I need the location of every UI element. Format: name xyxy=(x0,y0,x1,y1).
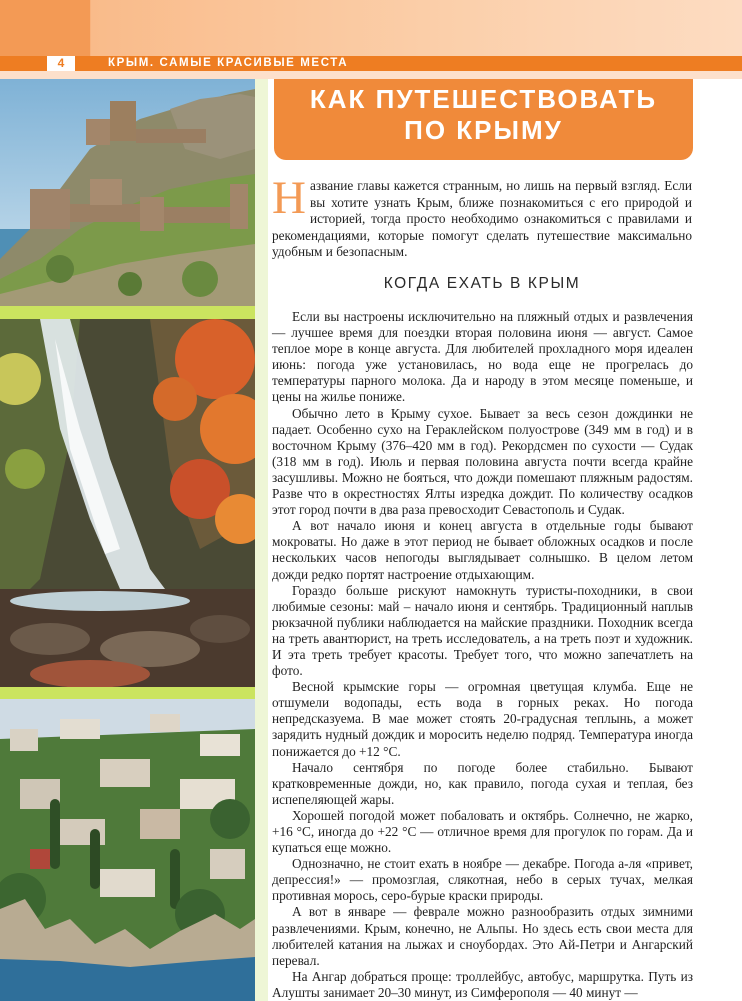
paragraph: Обычно лето в Крыму сухое. Бывает за весь сезон дождинки не падает. Особенно сухо на Гераклейском полуострове (349 мм в год) и в восточном Крыму (376–420 мм в год). Рекордсмен по сухости — Судак (318 мм в год). Июль и первая половина августа почти всегда крайне засушливы. Можно не бояться, что дожди помешают пляжным радостям. Разве что в окрестностях Ялты изредка дождит. По количеству осадков этот город почти в два раза превосходит Севастополь и Судак. xyxy=(272,405,693,518)
article-body xyxy=(272,309,693,1001)
page-number: 4 xyxy=(57,56,65,70)
chapter-title xyxy=(274,84,693,146)
photo-divider xyxy=(0,306,255,319)
paragraph: На Ангар добраться проще: троллейбус, автобус, маршрутка. Путь из Алушты занимает 20–30 минут, из Симферополя — 40 минут — xyxy=(272,968,693,1000)
paragraph: А вот начало июня и конец августа в отдельные годы бывают мокроваты. Но даже в этот период не бывает обложных осадков и после нескольких часов непогоды выглядывает солнышко. В целом летом дожди редко портят настроение отдыхающим. xyxy=(272,518,693,582)
paragraph: Если вы настроены исключительно на пляжный отдых и развлечения — лучшее время для поездки вторая половина июня — август. Самое теплое море в конце августа. Для любителей прохладного моря идеален июнь: погода уже установилась, но вода еще не прогрелась до температуры парного молока. Да и народу в этом месяце поменьше, и цены на жилье пониже. xyxy=(272,309,693,405)
drop-cap: Н xyxy=(272,172,306,224)
section-heading: КОГДА ЕХАТЬ В КРЫМ xyxy=(383,275,581,292)
photo-fortress xyxy=(0,79,255,306)
header-band xyxy=(0,0,742,56)
paragraph: Начало сентября по погоде более стабильно. Бывают кратковременные дожди, но, как правило, погода сухая и теплая, без испепеляющей жары. xyxy=(272,759,693,807)
paragraph: Однозначно, не стоит ехать в ноябре — декабре. Погода а-ля «привет, депрессия!» — промозглая, слякотная, небо в серых тучах, мелкая противная морось, серо-бурые краски природы. xyxy=(272,856,693,904)
photo-coastal-town xyxy=(0,699,255,1001)
paragraph: Гораздо больше рискуют намокнуть туристы-походники, в свои любимые сезоны: май – начало июня и сентябрь. Традиционный наплыв рюкзачной публики наблюдается на майские праздники. Походник всегда на треть авантюрист, на треть исследователь, а на треть поэт и художник. И эта треть требует красоты. Требует того, что можно запечатлеть на фото. xyxy=(272,582,693,679)
chapter-title-line-1: КАК ПУТЕШЕСТВОВАТЬ xyxy=(309,84,658,114)
paragraph: Весной крымские горы — огромная цветущая клумба. Еще не отшумели водопады, есть вода в горных реках. Но погода непредсказуема. В мае может стоять 20-градусная теплынь, а может зарядить нудный дождик и моросить неделю подряд. Температура иногда понижается до +12 °C. xyxy=(272,679,693,759)
paragraph: Хорошей погодой может побаловать и октябрь. Солнечно, не жарко, +16 °C, иногда до +22 °C — отличное время для прогулок по горам. Да и купаться еще можно. xyxy=(272,807,693,856)
intro-paragraph xyxy=(272,172,692,261)
paragraph: А вот в январе — феврале можно разнообразить отдых зимними развлечениями. Крым, конечно, не Альпы. Но здесь есть свои места для любителей катания на лыжах и сноубордах. Это Ай-Петри и Ангарский перевал. xyxy=(272,904,693,968)
photo-waterfall xyxy=(0,319,255,687)
header-underband xyxy=(0,71,742,79)
running-title: КРЫМ. САМЫЕ КРАСИВЫЕ МЕСТА xyxy=(108,57,349,69)
intro-text: азвание главы кажется странным, но лишь на первый взгляд. Если вы хотите узнать Крым, ближе познакомиться с его природой и историей, тогда просто необходимо ознакомиться с правилами и рекомендациями, которые помогут сделать путешествие максимально удобным и безопасным. xyxy=(272,178,692,260)
chapter-title-line-2: ПО КРЫМУ xyxy=(404,115,563,145)
